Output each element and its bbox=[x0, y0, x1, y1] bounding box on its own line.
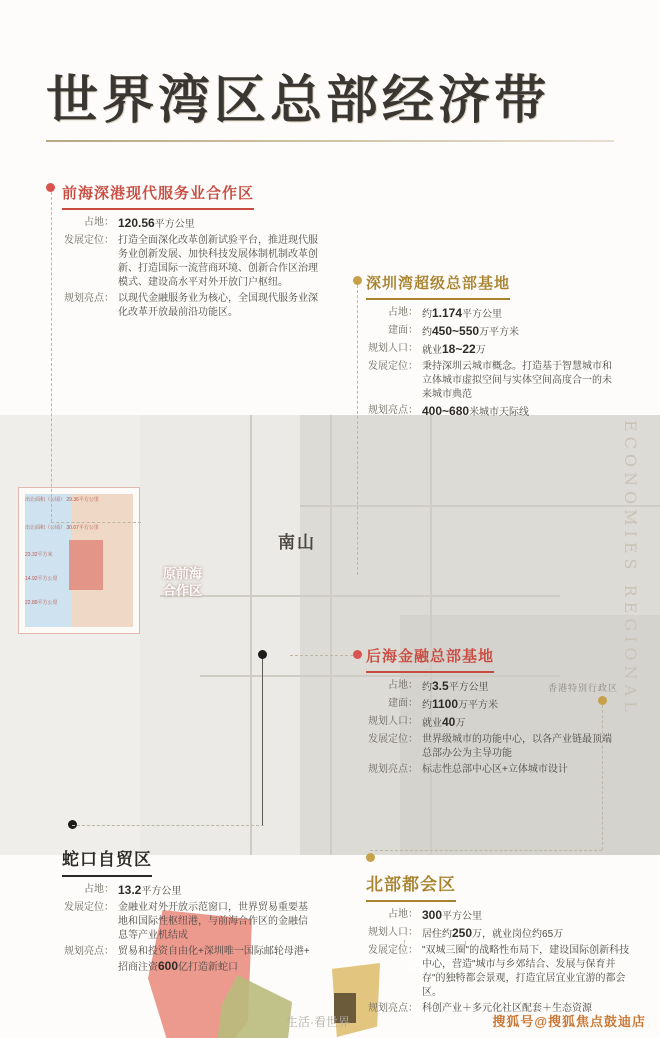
road-vertical-1 bbox=[250, 415, 252, 855]
marker-houhai[interactable] bbox=[353, 650, 362, 659]
row-label: 规划亮点： bbox=[368, 1003, 418, 1014]
inset-tag-2: 出让面积（公顷） 30.07平方公里 bbox=[25, 525, 99, 531]
info-row bbox=[62, 216, 322, 232]
info-row bbox=[366, 306, 616, 322]
info-block-qianhai bbox=[62, 182, 322, 322]
row-label: 规划亮点： bbox=[64, 946, 114, 957]
info-row bbox=[366, 763, 616, 777]
row-value: 居住约250万，就业岗位约65万 bbox=[422, 926, 564, 940]
info-title-north-metro: 北部都会区 bbox=[366, 870, 456, 902]
row-value: 400~680米城市天际线 bbox=[422, 404, 530, 418]
info-row bbox=[62, 901, 312, 943]
connector-qianhai bbox=[51, 192, 52, 522]
marker-qianhai[interactable] bbox=[46, 183, 55, 192]
marker-super-hq[interactable] bbox=[353, 276, 362, 285]
map-hk-label: 香港特别行政区 bbox=[548, 683, 619, 693]
info-row bbox=[62, 234, 322, 290]
row-label: 规划人口： bbox=[368, 927, 418, 938]
map-left-band bbox=[0, 415, 140, 855]
info-block-north-metro bbox=[366, 870, 631, 1018]
row-value: 世界级城市的功能中心，以各产业链最顶端总部办公为主导功能 bbox=[422, 734, 612, 759]
row-value: 就业40万 bbox=[422, 715, 466, 729]
watermark-text: 搜狐号@搜狐焦点鼓迪店 bbox=[492, 1014, 646, 1029]
inset-tag-4: 14.92平方公里 bbox=[25, 576, 58, 582]
row-label: 发展定位： bbox=[368, 945, 418, 956]
row-value: 标志性总部中心区+立体城市设计 bbox=[422, 764, 568, 775]
title-divider bbox=[46, 140, 614, 142]
row-label: 建面： bbox=[388, 698, 418, 709]
connector-houhai-h bbox=[290, 655, 353, 656]
info-block-super-hq bbox=[366, 272, 616, 422]
info-title-super-hq: 深圳湾超级总部基地 bbox=[366, 272, 510, 300]
info-row bbox=[366, 360, 616, 402]
marker-north-metro[interactable] bbox=[366, 853, 375, 862]
watermark bbox=[492, 1011, 646, 1030]
info-row bbox=[366, 404, 616, 420]
info-row bbox=[366, 733, 616, 761]
inset-water bbox=[25, 494, 73, 627]
road-horizontal-1 bbox=[160, 595, 560, 597]
info-block-shekou bbox=[62, 845, 312, 977]
connector-qianhai-h bbox=[51, 522, 141, 523]
road-horizontal-3 bbox=[300, 505, 660, 507]
info-row bbox=[366, 715, 616, 731]
info-row bbox=[62, 945, 312, 975]
page-title: 世界湾区总部经济带 bbox=[46, 70, 551, 131]
footer bbox=[0, 1004, 660, 1038]
connector-shekou-h bbox=[72, 825, 264, 826]
row-value: 打造全面深化改革创新试验平台，推进现代服务业创新发展、加快科技发展体制机制改革创新、打造国际一流营商环境、创新合作区治理模式、建设高水平对外开放门户枢纽。 bbox=[118, 235, 318, 288]
info-row bbox=[366, 926, 631, 942]
road-vertical-3 bbox=[430, 415, 432, 855]
inset-map[interactable] bbox=[18, 487, 140, 634]
info-block-houhai bbox=[366, 645, 619, 779]
row-value: 约3.5平方公里 bbox=[422, 679, 489, 693]
map-canvas bbox=[0, 415, 660, 855]
row-value: 以现代金融服务业为核心，全国现代服务业深化改革开放最前沿功能区。 bbox=[118, 293, 318, 318]
decorative-vertical-text: ECONOMIES REGIONAL bbox=[621, 420, 640, 717]
info-row bbox=[366, 342, 616, 358]
row-label: 建面： bbox=[388, 325, 418, 336]
footer-left-text: 生活·看世界 bbox=[286, 1015, 350, 1029]
info-row bbox=[62, 883, 312, 899]
info-title-shekou: 蛇口自贸区 bbox=[62, 845, 152, 877]
row-label: 规划亮点： bbox=[64, 293, 114, 304]
row-value: 13.2平方公里 bbox=[118, 883, 182, 897]
row-value: 就业18~22万 bbox=[422, 342, 486, 356]
info-title-houhai: 后海金融总部基地 bbox=[366, 645, 494, 673]
marker-shekou-map[interactable] bbox=[258, 650, 267, 659]
row-label: 规划亮点： bbox=[368, 405, 418, 416]
info-title-qianhai: 前海深港现代服务业合作区 bbox=[62, 182, 254, 210]
road-vertical-2 bbox=[330, 415, 332, 855]
row-value: 秉持深圳云城市概念。打造基于智慧城市和立体城市虚拟空间与实体空间高度合一的未来城市典范 bbox=[422, 361, 612, 400]
info-row bbox=[366, 908, 631, 924]
row-value: 300平方公里 bbox=[422, 908, 483, 922]
row-value: "双城三圈"的战略性布局下，建设国际创新科技中心，营造"城市与乡郊结合、发展与保育并存"的独特都会景观，打造宜居宜业宜游的都会区。 bbox=[422, 945, 630, 998]
inset-tag-5: 22.89平方公里 bbox=[25, 600, 58, 606]
zone-qianhai-label: 原前海 合作区 bbox=[163, 566, 203, 598]
info-row bbox=[62, 292, 322, 320]
connector-north-h bbox=[370, 850, 602, 851]
row-label: 发展定位： bbox=[64, 235, 114, 246]
row-value: 约450~550万平方米 bbox=[422, 324, 520, 338]
row-label: 发展定位： bbox=[64, 902, 114, 913]
row-label: 发展定位： bbox=[368, 734, 418, 745]
row-value: 120.56平方公里 bbox=[118, 216, 195, 230]
info-row bbox=[366, 944, 631, 1000]
row-label: 发展定位： bbox=[368, 361, 418, 372]
row-value: 约1100万平方米 bbox=[422, 697, 499, 711]
row-label: 规划亮点： bbox=[368, 764, 418, 775]
row-label: 占地： bbox=[84, 884, 114, 895]
row-label: 占地： bbox=[388, 909, 418, 920]
info-row bbox=[366, 324, 616, 340]
info-row bbox=[366, 697, 616, 713]
row-value: 约1.174平方公里 bbox=[422, 306, 503, 320]
row-label: 规划人口： bbox=[368, 716, 418, 727]
row-value: 科创产业＋多元化社区配套＋生态资源 bbox=[422, 1003, 592, 1014]
connector-super-hq bbox=[357, 285, 358, 575]
row-value: 贸易和投资自由化+深圳唯一国际邮轮母港+ 招商注资600亿打造新蛇口 bbox=[118, 946, 310, 973]
row-label: 占地： bbox=[388, 307, 418, 318]
row-label: 占地： bbox=[388, 680, 418, 691]
info-row bbox=[366, 679, 619, 695]
inset-tag-3: 23.32平方米 bbox=[25, 552, 53, 558]
map-city-label: 南山 bbox=[278, 533, 316, 552]
connector-shekou-v bbox=[262, 655, 263, 825]
row-value: 金融业对外开放示范窗口，世界贸易重要基地和国际性枢纽港，与前海合作区的金融信息等产业机结成 bbox=[118, 902, 308, 941]
row-label: 规划人口： bbox=[368, 343, 418, 354]
row-label: 占地： bbox=[84, 217, 114, 228]
inset-highlight bbox=[69, 540, 103, 590]
inset-tag-1: 出让面积（公顷） 29.36平方公里 bbox=[25, 497, 99, 503]
